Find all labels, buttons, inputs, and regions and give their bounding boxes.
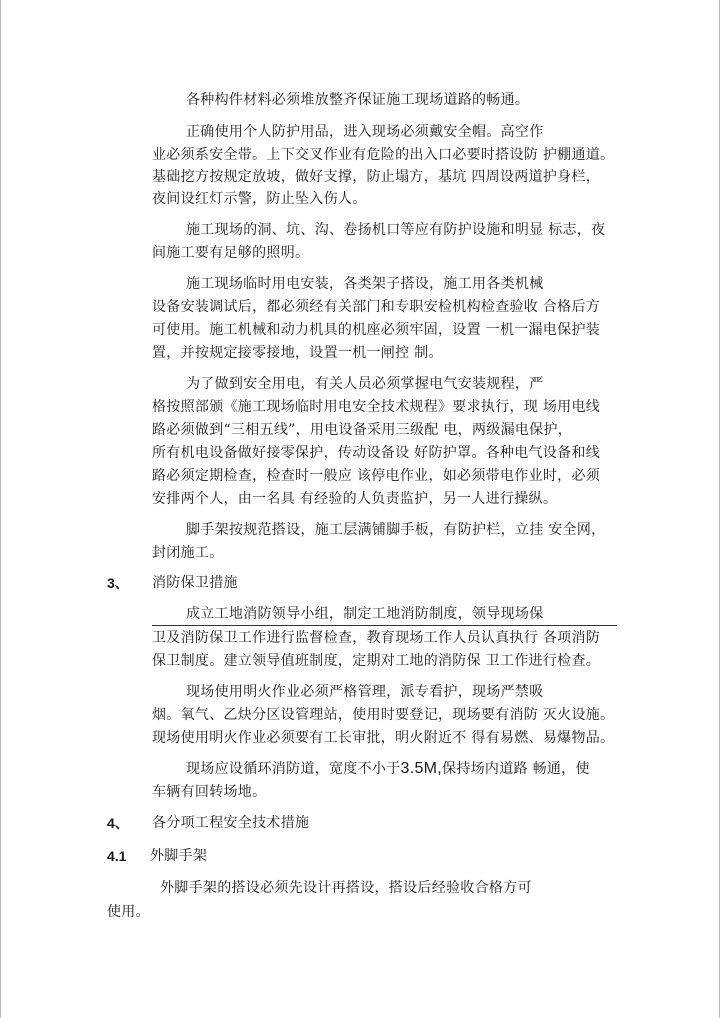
paragraph-line: 现场使用明火作业必须严格管理，派专看护，现场严禁吸 [186,684,544,700]
paragraph-line: 车辆有回转场地。 [152,784,267,800]
paragraph-line: 各种构件材料必须堆放整齐保证施工现场道路的畅通。 [186,92,530,108]
text-segment: 保持场内道路 畅通，使 [442,761,590,777]
section-3-title: 消防保卫措施 [152,575,238,591]
paragraph-line: 所有机电设备做好接零保护，传动设备设 好防护罩。各种电气设备和线 [152,445,601,461]
paragraph-line: 基础挖方按规定放坡，做好支撑，防止塌方，基坑 四周设两道护身栏， [152,169,601,185]
paragraph-line [186,759,590,779]
paragraph-line: 脚手架按规范搭设，施工层满铺脚手板，有防护栏，立挂 安全网， [186,522,606,538]
paragraph-line: 业必须系安全带。上下交叉作业有危险的出入口必要时搭设防 护棚通道。 [152,147,615,163]
section-4-number: 4、 [107,815,129,831]
page-left-edge [0,0,1,1018]
paragraph-line: 正确使用个人防护用品，进入现场必须戴安全帽。高空作 [186,124,544,140]
paragraph-line: 保卫制度。建立领导值班制度，定期对工地的消防保 卫工作进行检查。 [152,653,601,669]
paragraph-line: 置，并按规定接零接地，设置一机一闸控 制。 [152,345,443,361]
paragraph-line: 格按照部颁《施工现场临时用电安全技术规程》要求执行，现 场用电线 [152,399,601,415]
paragraph-line: 施工现场临时用电安装，各类架子搭设，施工用各类机械 [186,276,544,292]
paragraph-line: 施工现场的洞、坑、沟、卷扬机口等应有防护设施和明显 标志，夜 [186,222,606,238]
paragraph-line: 夜间设红灯示警，防止坠入伤人。 [152,191,367,207]
width-value: 3.5M, [400,760,443,777]
paragraph-line: 安排两个人，由一名具 有经验的人负责监护，另一人进行操纵。 [152,491,558,507]
section-3-number: 3、 [107,575,129,591]
paragraph-line: 路必须定期检查，检查时一般应 该停电作业，如必须带电作业时，必须 [152,468,601,484]
paragraph-line: 烟。氧气、乙炔分区设管理站，使用时要登记，现场要有消防 灭火设施。 [152,707,615,723]
paragraph-line: 间施工要有足够的照明。 [152,245,310,261]
underline-rule [152,625,617,626]
section-4-1-title: 外脚手架 [150,848,208,864]
paragraph-line: 可使用。施工机械和动力机具的机座必须牢固，设置 一机一漏电保护装 [152,322,601,338]
paragraph-line: 成立工地消防领导小组，制定工地消防制度，领导现场保 [186,606,544,622]
paragraph-line: 外脚手架的搭设必须先设计再搭设，搭设后经验收合格方可 [160,880,532,896]
section-4-title: 各分项工程安全技术措施 [152,815,310,831]
paragraph-line: 封闭施工。 [152,545,224,561]
section-4-1-number: 4.1 [107,848,127,864]
paragraph-line: 为了做到安全用电，有关人员必须掌握电气安装规程，严 [186,376,544,392]
paragraph-line: 设备安装调试后，都必须经有关部门和专职安检机构检查验收 合格后方 [152,299,601,315]
text-segment: 现场应设循环消防道，宽度不小于 [186,761,401,777]
paragraph-line: 卫及消防保卫工作进行监督检查，教育现场工作人员认真执行 各项消防 [152,630,601,646]
paragraph-line: 使用。 [107,904,150,920]
paragraph-line: 现场使用明火作业必须要有工长审批，明火附近不 得有易燃、易爆物品。 [152,730,615,746]
paragraph-line: 路必须做到“三相五线”，用电设备采用三级配 电，两级漏电保护， [152,422,573,438]
